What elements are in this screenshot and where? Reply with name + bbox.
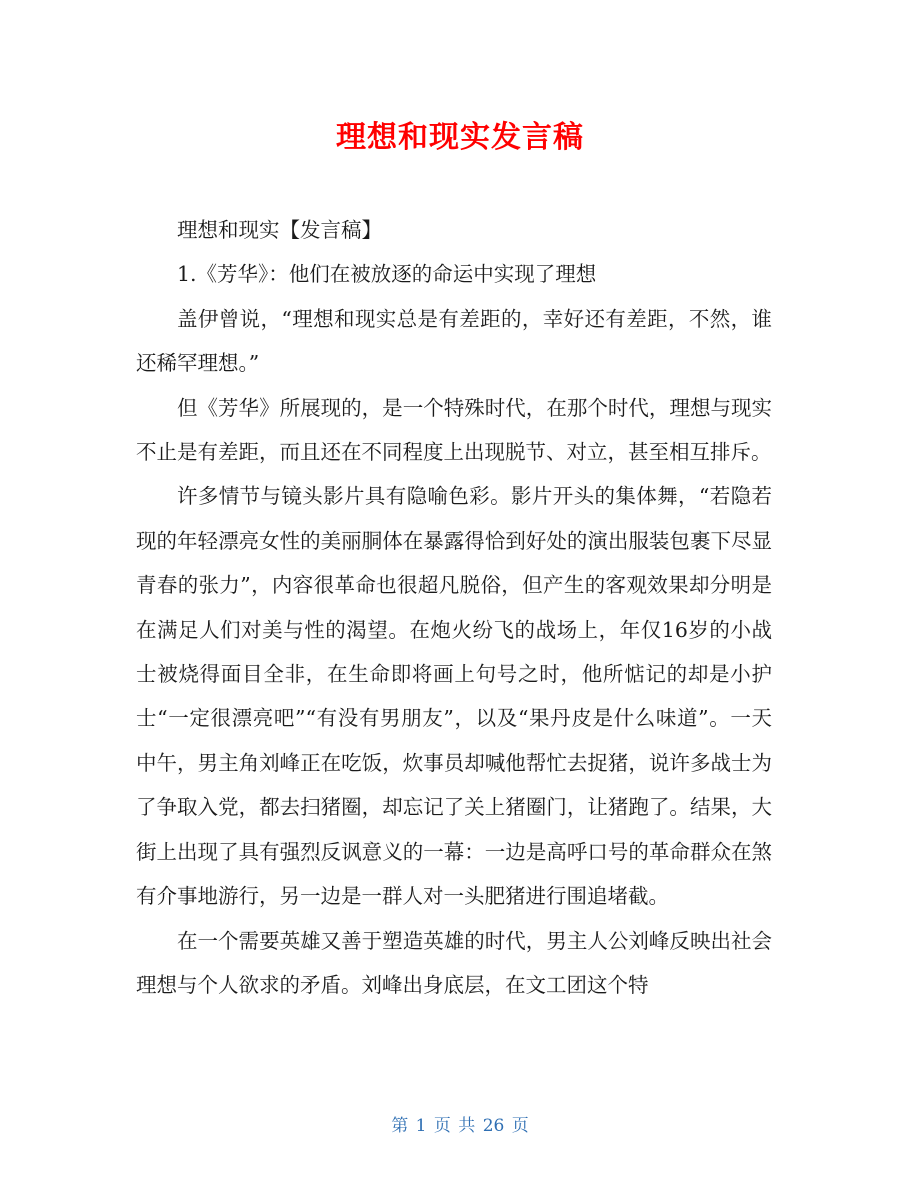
document-body <box>136 208 772 1007</box>
paragraph-hero: 在一个需要英雄又善于塑造英雄的时代，男主人公刘峰反映出社会理想与个人欲求的矛盾。刘峰出身底层，在文工团这个特 <box>136 928 772 997</box>
page-number-footer: 第 1 页 共 26 页 <box>391 1116 529 1136</box>
paragraph-section-heading: 1.《芳华》：他们在被放逐的命运中实现了理想 <box>177 262 597 287</box>
paragraph-metaphor: 许多情节与镜头影片具有隐喻色彩。影片开头的集体舞，“若隐若现的年轻漂亮女性的美丽胴体在暴露得恰到好处的演出服装包裹下尽显青春的张力”，内容很革命也很超凡脱俗，但产生的客观效果却分明是在满足人们对美与性的渴望。在炮火纷飞的战场上，年仅16岁的小战士被烧得面目全非，在生命即将画上句号之时，他所惦记的却是小护士“一定很漂亮吧”“有没有男朋友”，以及“果丹皮是什么味道”。一天中午，男主角刘峰正在吃饭，炊事员却喊他帮忙去捉猪，说许多战士为了争取入党，都去扫猪圈，却忘记了关上猪圈门，让猪跑了。结果，大街上出现了具有强烈反讽意义的一幕：一边是高呼口号的革命群众在煞有介事地游行，另一边是一群人对一头肥猪进行围追堵截。 <box>136 484 772 909</box>
document-title: 理想和现实发言稿 <box>336 120 584 155</box>
paragraph-quote: 盖伊曾说，“理想和现实总是有差距的，幸好还有差距，不然，谁还稀罕理想。” <box>136 306 772 376</box>
paragraph-era: 但《芳华》所展现的，是一个特殊时代，在那个时代，理想与现实不止是有差距，而且还在不同程度上出现脱节、对立，甚至相互排斥。 <box>136 395 772 465</box>
paragraph-subtitle: 理想和现实【发言稿】 <box>177 218 382 242</box>
